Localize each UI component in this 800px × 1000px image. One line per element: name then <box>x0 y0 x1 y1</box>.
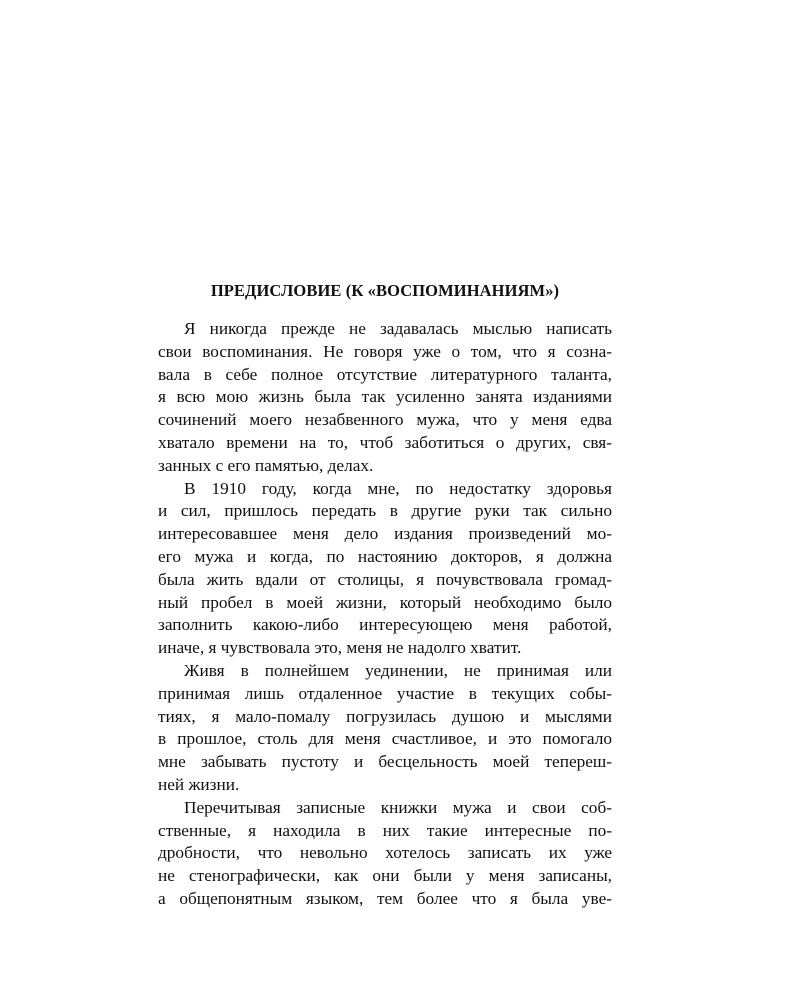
paragraph-2 <box>158 478 612 660</box>
text-line: Перечитывая записные книжки мужа и свои соб- <box>184 797 612 817</box>
text-line: В 1910 году, когда мне, по недостатку здоровья <box>184 478 612 498</box>
paragraph-1 <box>158 318 612 478</box>
text-line: была жить вдали от столицы, я почувствовала громад- <box>158 569 612 589</box>
text-line: ный пробел в моей жизни, который необходимо было <box>158 592 612 612</box>
text-line: хватало времени на то, чтоб заботиться о других, свя- <box>158 432 612 452</box>
text-line: Я никогда прежде не задавалась мыслью написать <box>184 319 612 338</box>
text-line: не стенографически, как они были у меня записаны, <box>158 866 612 886</box>
text-line: иначе, я чувствовала это, меня не надолго хватит. <box>158 638 522 658</box>
text-line: мне забывать пустоту и бесцельность моей тепереш- <box>158 752 612 772</box>
text-line: занных с его памятью, делах. <box>158 455 374 475</box>
text-line: тиях, я мало-помалу погрузилась душою и мыслями <box>158 706 612 726</box>
text-line: его мужа и когда, по настоянию докторов, я должна <box>158 546 612 566</box>
text-line: я всю мою жизнь была так усиленно занята изданиями <box>158 387 612 407</box>
text-line: интересовавшее меня дело издания произведений мо- <box>158 524 612 544</box>
text-line: а общепонятным языком, тем более что я была уве- <box>158 888 612 908</box>
page-title: ПРЕДИСЛОВИЕ (К «ВОСПОМИНАНИЯМ») <box>210 281 560 300</box>
text-line: свои воспоминания. Не говоря уже о том, что я созна- <box>158 341 612 361</box>
text-line: и сил, пришлось передать в другие руки так сильно <box>158 501 612 521</box>
body-text <box>158 318 612 911</box>
text-line: в прошлое, столь для меня счастливое, и это помогало <box>158 729 612 749</box>
paragraph-4 <box>158 797 612 911</box>
text-line: вала в себе полное отсутствие литературного таланта, <box>158 364 612 384</box>
text-line: ней жизни. <box>158 774 240 794</box>
text-line: принимая лишь отдаленное участие в текущих собы- <box>158 683 612 703</box>
text-line: дробности, что невольно хотелось записать их уже <box>158 843 612 863</box>
text-line: сочинений моего незабвенного мужа, что у меня едва <box>158 410 612 430</box>
paragraph-3 <box>158 660 612 797</box>
text-line: ственные, я находила в них такие интересные по- <box>158 820 612 840</box>
text-line: Живя в полнейшем уединении, не принимая или <box>184 660 612 680</box>
text-line: заполнить какою-либо интересующею меня работой, <box>158 615 612 635</box>
